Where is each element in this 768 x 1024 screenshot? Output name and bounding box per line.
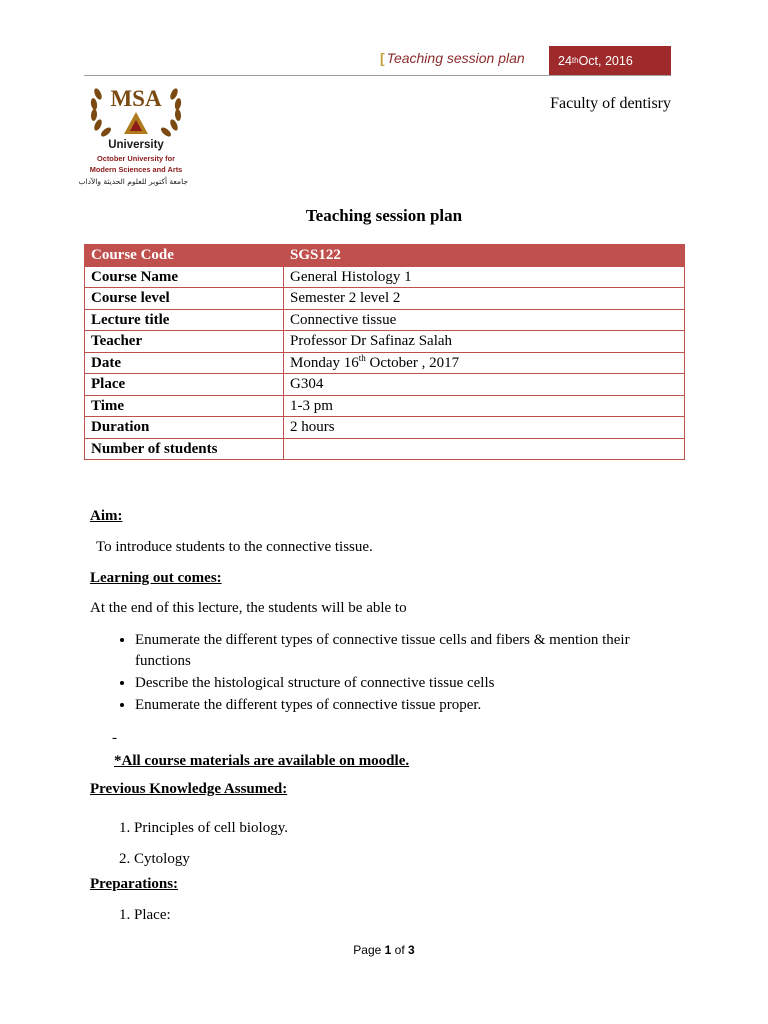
list-item: 2. Cytology <box>134 844 288 875</box>
header-title: [ Teaching session plan <box>380 50 525 66</box>
course-info-table <box>84 244 685 460</box>
table-row <box>85 266 685 288</box>
preparations-list <box>90 907 171 924</box>
faculty-name: Faculty of dentisry <box>550 95 671 112</box>
logo-letters: MSA <box>110 86 162 111</box>
aim-text: To introduce students to the connective tissue. <box>96 539 373 555</box>
table-row <box>85 245 685 267</box>
table-row <box>85 417 685 439</box>
date-value: Monday 16th October , 2017 <box>284 352 685 374</box>
outcomes-heading: Learning out comes: <box>90 570 222 586</box>
page-number: Page 1 of 3 <box>353 943 415 957</box>
duration-value: 2 hours <box>284 417 685 439</box>
table-row <box>85 352 685 374</box>
logo-university: University <box>108 139 164 151</box>
course-level-key: Course level <box>85 288 284 310</box>
students-key: Number of students <box>85 438 284 460</box>
table-row <box>85 374 685 396</box>
aim-heading: Aim: <box>90 508 123 524</box>
teacher-value: Professor Dr Safinaz Salah <box>284 331 685 353</box>
course-name-value: General Histology 1 <box>284 266 685 288</box>
place-value: G304 <box>284 374 685 396</box>
logo-subtitle-2: Modern Sciences and Arts <box>89 165 183 174</box>
course-level-value: Semester 2 level 2 <box>284 288 685 310</box>
moodle-note: *All course materials are available on moodle. <box>114 753 410 769</box>
university-logo <box>78 82 190 192</box>
course-name-key: Course Name <box>85 266 284 288</box>
logo-arabic: جامعة أكتوبر للعلوم الحديثة والآداب <box>78 177 188 186</box>
table-row <box>85 309 685 331</box>
outcomes-intro: At the end of this lecture, the students will be able to <box>90 600 407 616</box>
duration-key: Duration <box>85 417 284 439</box>
laurel-emblem-icon <box>84 82 188 140</box>
list-item: 1. Place: <box>134 907 171 924</box>
course-code-value: SGS122 <box>284 245 685 267</box>
time-value: 1-3 pm <box>284 395 685 417</box>
teacher-key: Teacher <box>85 331 284 353</box>
place-key: Place <box>85 374 284 396</box>
students-value <box>284 438 685 460</box>
date-key: Date <box>85 352 284 374</box>
header-divider <box>84 75 671 76</box>
course-code-key: Course Code <box>85 245 284 267</box>
list-item: • Enumerate the different types of connective tissue cells and fibers & mention their functions <box>135 630 675 672</box>
table-row <box>85 438 685 460</box>
document-title: Teaching session plan <box>305 206 463 225</box>
table-row <box>85 395 685 417</box>
dash-mark: - <box>112 730 117 746</box>
table-row <box>85 331 685 353</box>
preparations-heading: Preparations: <box>90 876 179 892</box>
knowledge-heading: Previous Knowledge Assumed: <box>90 781 288 797</box>
table-row <box>85 288 685 310</box>
time-key: Time <box>85 395 284 417</box>
outcomes-list <box>92 630 675 717</box>
lecture-title-key: Lecture title <box>85 309 284 331</box>
list-item: 1. Principles of cell biology. <box>134 813 288 844</box>
lecture-title-value: Connective tissue <box>284 309 685 331</box>
header-date: 24 th Oct, 2016 <box>549 46 671 75</box>
list-item: • Describe the histological structure of connective tissue cells <box>135 673 675 694</box>
logo-subtitle-1: October University for <box>96 154 176 163</box>
knowledge-list <box>90 813 288 875</box>
list-item: • Enumerate the different types of connective tissue proper. <box>135 695 675 716</box>
